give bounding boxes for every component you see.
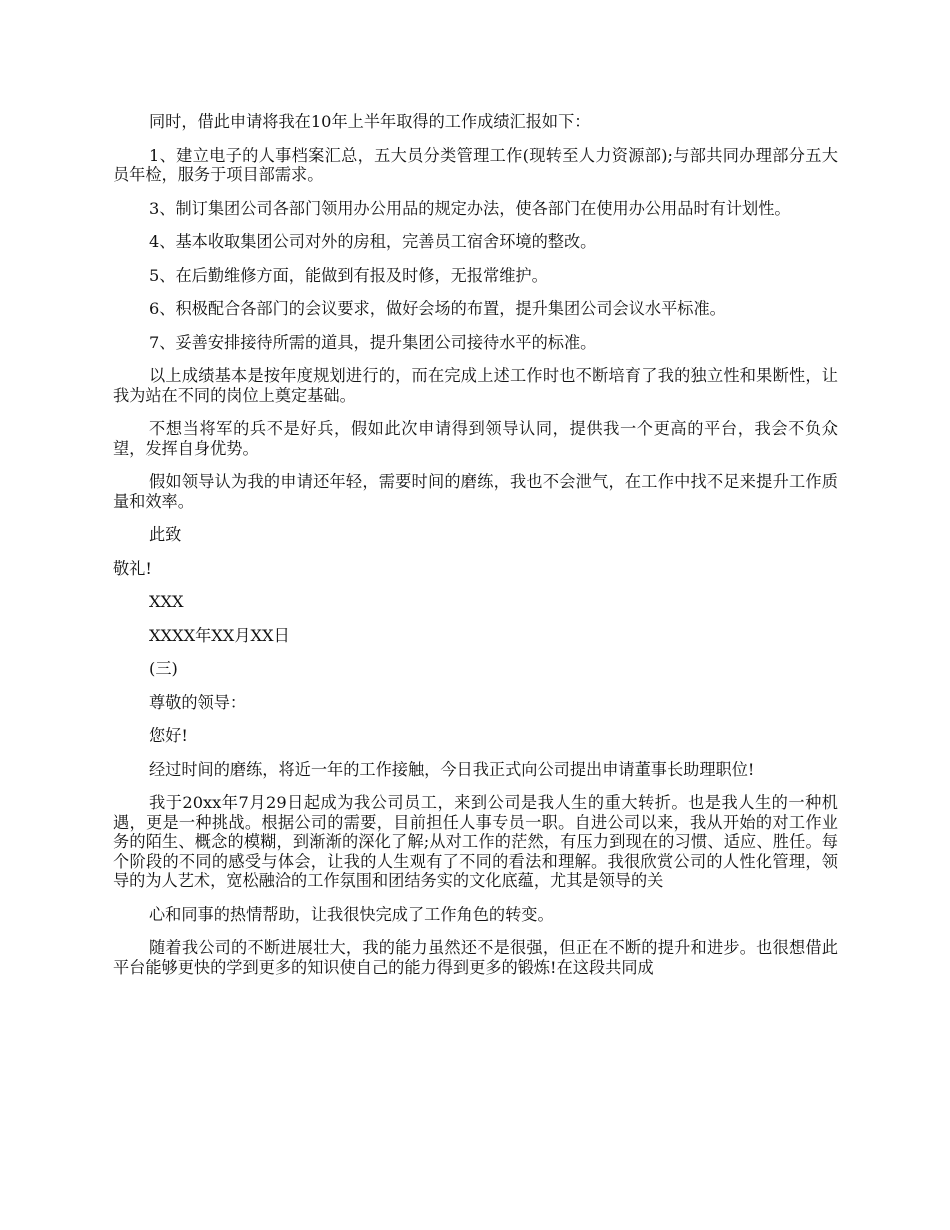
paragraph-item-7: 7、妥善安排接待所需的道具，提升集团公司接待水平的标准。 — [149, 332, 597, 352]
paragraph-contingency: 假如领导认为我的申请还年轻，需要时间的磨练，我也不会泄气，在工作中找不足来提升工作质量和效率。 — [113, 472, 838, 511]
signature-name: XXX — [149, 592, 184, 611]
paragraph-intro: 同时，借此申请将我在10年上半年取得的工作成绩汇报如下： — [149, 112, 591, 131]
paragraph-item-3: 3、制订集团公司各部门领用办公用品的规定办法，使各部门在使用办公用品时有计划性。 — [149, 198, 791, 218]
paragraph-item-1: 1、建立电子的人事档案汇总，五大员分类管理工作(现转至人力资源部);与部共同办理部分五大员年检，服务于项目部需求。 — [113, 145, 838, 184]
paragraph-item-4: 4、基本收取集团公司对外的房租，完善员工宿舍环境的整改。 — [149, 232, 597, 251]
signature-date: XXXX年XX月XX日 — [149, 625, 290, 645]
paragraph-background: 我于20xx年7月29日起成为我公司员工，来到公司是我人生的重大转折。也是我人生的一种机遇，更是一种挑战。根据公司的需要，目前担任人事专员一职。自进公司以来，我从开始的对工作业务的陌生、概念的模糊，到渐渐的深化了解;从对工作的茫然，有压力到现在的习惯、适应、胜任。每个阶段的不同的感受与体会，让我的人生观有了不同的看法和理解。我很欣赏公司的人性化管理，领导的为人艺术，宽松融洽的工作氛围和团结务实的文化底蕴，尤其是领导的关 — [113, 793, 838, 890]
closing-salutation: 此致 — [149, 525, 182, 544]
paragraph-growth: 随着我公司的不断进展壮大，我的能力虽然还不是很强，但正在不断的提升和进步。也很想借此平台能够更快的学到更多的知识使自己的能力得到更多的锻炼!在这段共同成 — [113, 938, 838, 977]
paragraph-continuation: 心和同事的热情帮助，让我很快完成了工作角色的转变。 — [149, 904, 554, 924]
greeting-addressee: 尊敬的领导： — [149, 692, 247, 712]
closing-regards: 敬礼! — [113, 558, 152, 578]
section-number: (三) — [149, 659, 178, 678]
paragraph-application: 经过时间的磨练，将近一年的工作接触，今日我正式向公司提出申请董事长助理职位! — [149, 759, 755, 779]
paragraph-summary: 以上成绩基本是按年度规划进行的，而在完成上述工作时也不断培育了我的独立性和果断性，让我为站在不同的岗位上奠定基础。 — [113, 366, 838, 405]
paragraph-item-6: 6、积极配合各部门的会议要求，做好会场的布置，提升集团公司会议水平标准。 — [149, 299, 726, 318]
greeting-hello: 您好! — [149, 726, 188, 745]
paragraph-ambition: 不想当将军的兵不是好兵，假如此次申请得到领导认同，提供我一个更高的平台，我会不负众望，发挥自身优势。 — [113, 419, 838, 458]
paragraph-item-5: 5、在后勤维修方面，能做到有报及时修，无报常维护。 — [149, 265, 548, 285]
